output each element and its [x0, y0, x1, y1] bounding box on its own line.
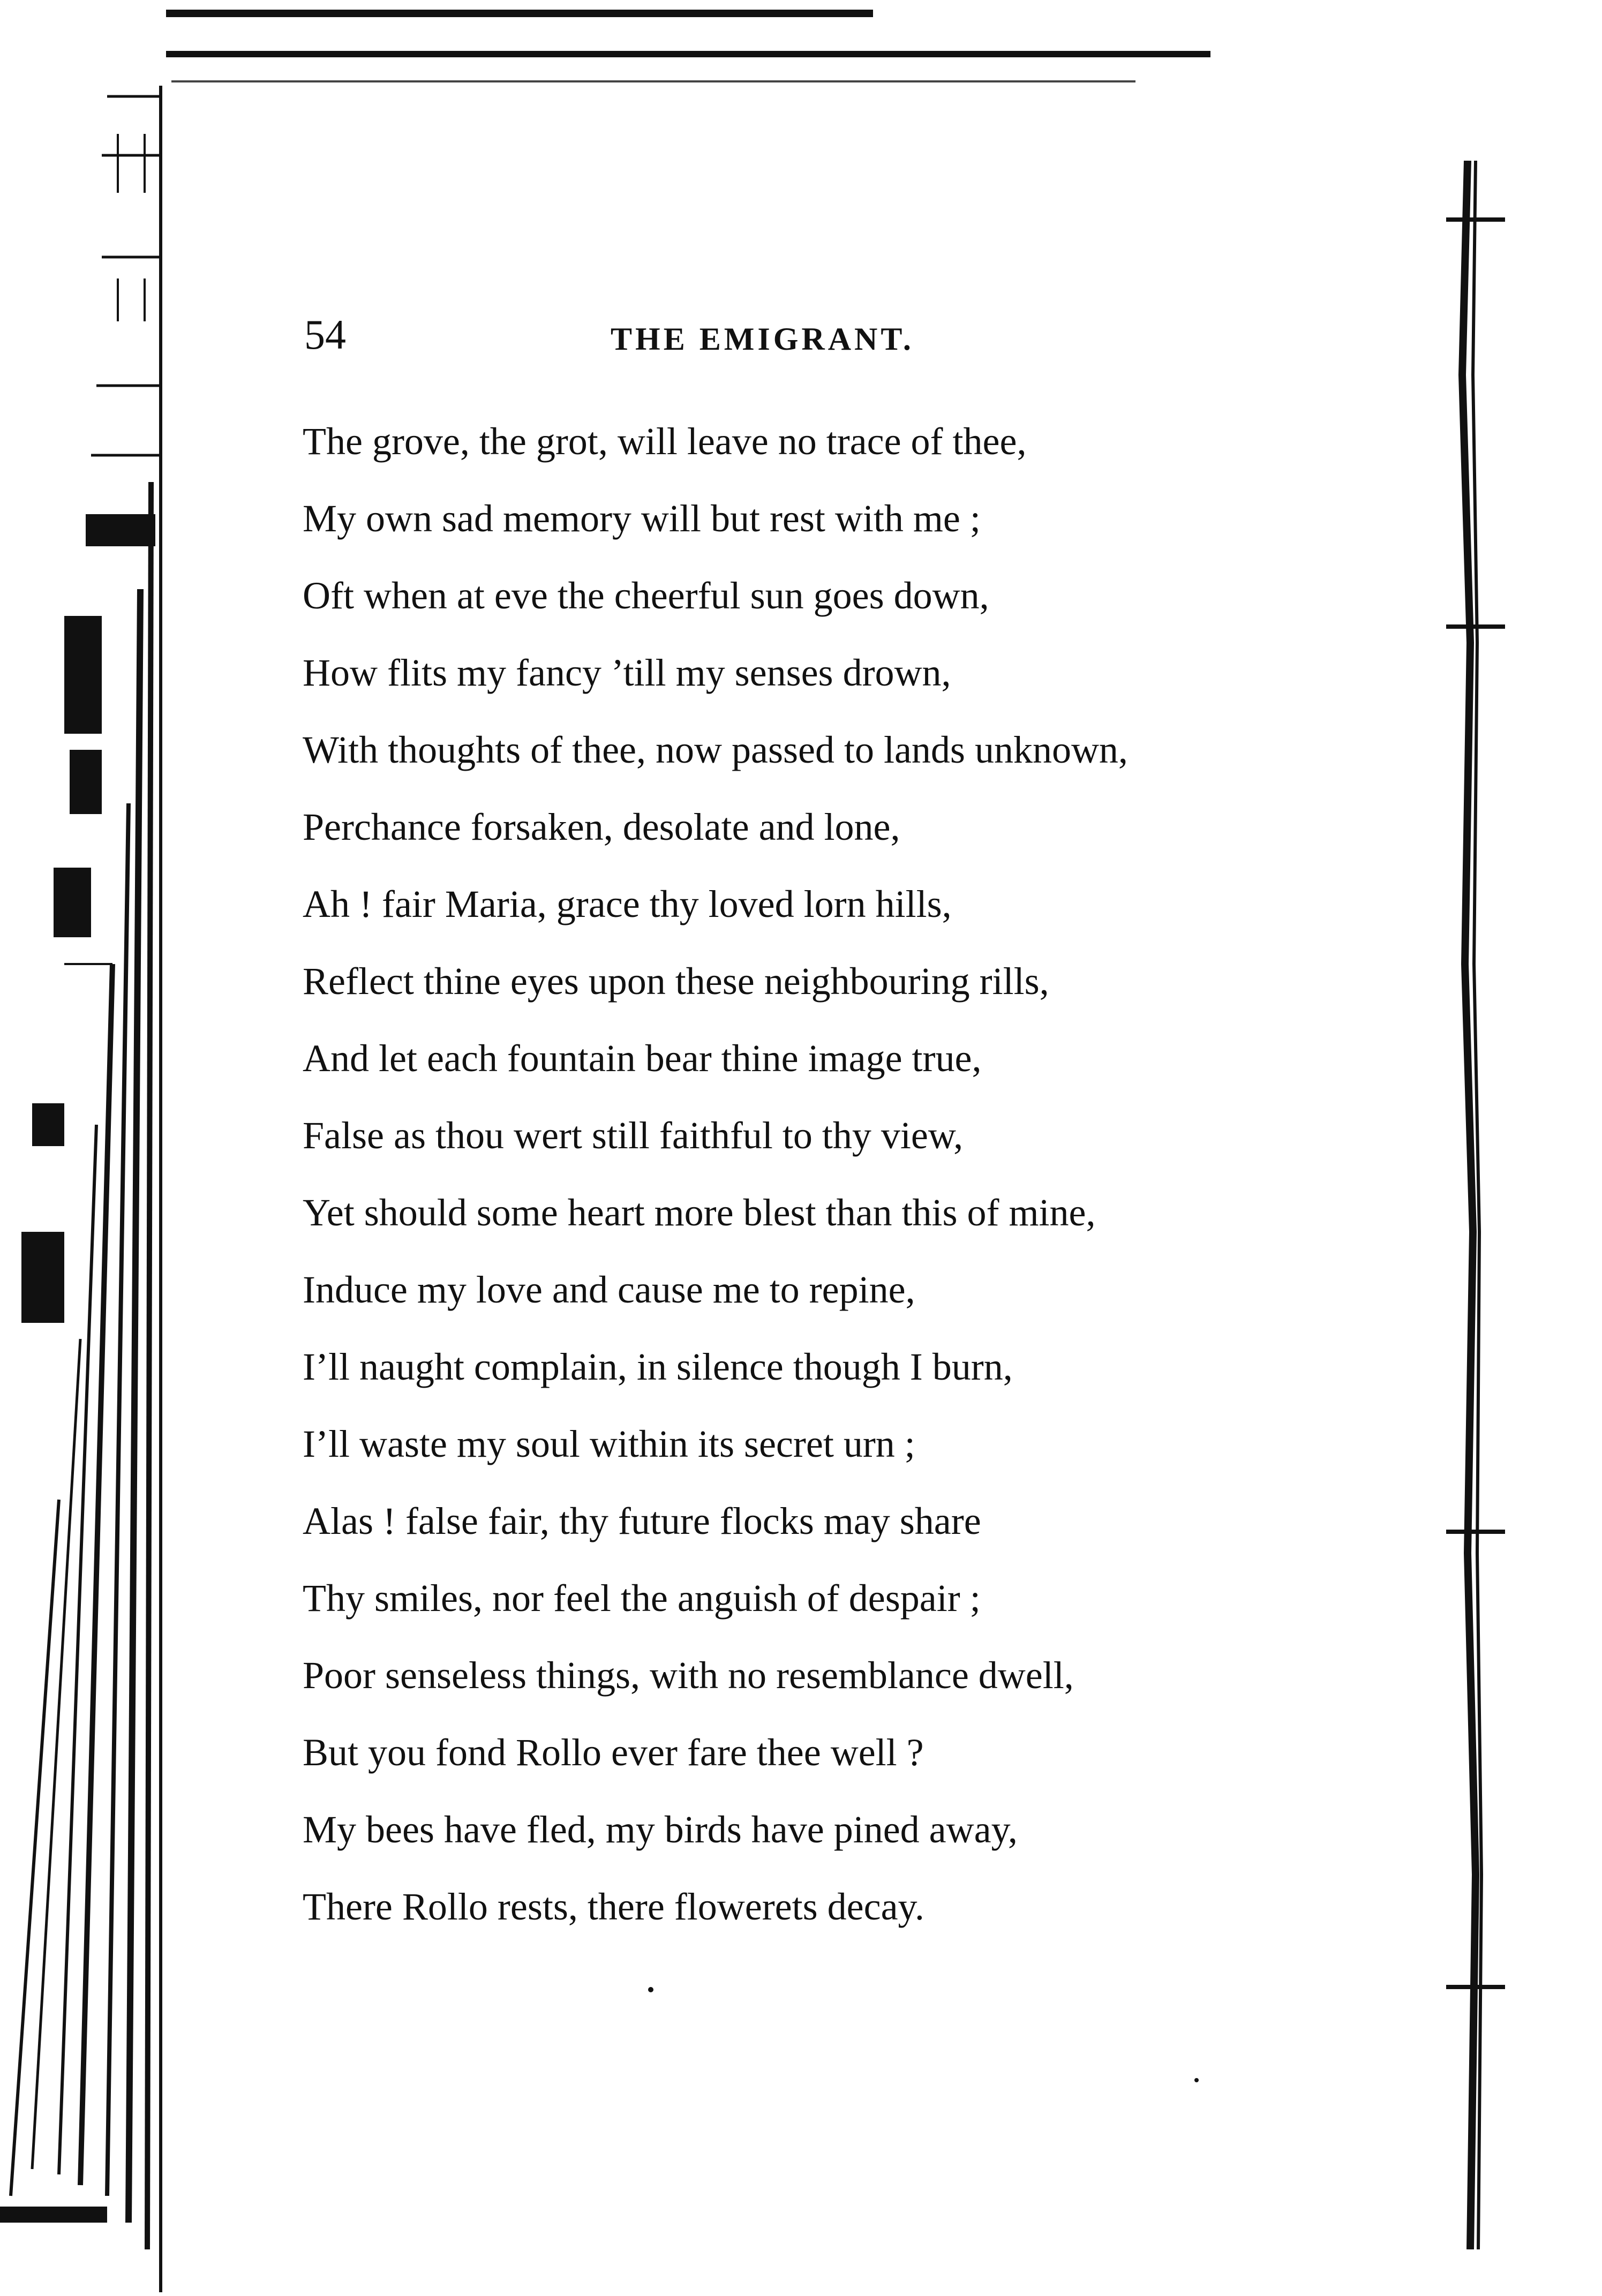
- poem-line: With thoughts of thee, now passed to lands unknown,: [303, 728, 1128, 771]
- poem-body: [303, 403, 1427, 1945]
- scan-top-edge-faint: [171, 80, 1135, 82]
- running-title: THE EMIGRANT.: [611, 321, 914, 357]
- poem-line: The grove, the grot, will leave no trace of thee,: [303, 420, 1027, 463]
- poem-line: And let each fountain bear thine image true,: [303, 1037, 982, 1080]
- poem-line: Yet should some heart more blest than this of mine,: [303, 1191, 1096, 1234]
- poem-line: Thy smiles, nor feel the anguish of despair ;: [303, 1577, 981, 1620]
- poem-line: Ah ! fair Maria, grace thy loved lorn hills,: [303, 883, 952, 925]
- scan-top-edge-shadow: [166, 51, 1210, 57]
- poem-line: But you fond Rollo ever fare thee well ?: [303, 1731, 924, 1774]
- poem-line: My own sad memory will but rest with me ;: [303, 497, 981, 540]
- page-header: [304, 308, 1161, 367]
- poem-line: False as thou wert still faithful to thy view,: [303, 1114, 964, 1157]
- poem-line: Induce my love and cause me to repine,: [303, 1268, 915, 1311]
- poem-line: How flits my fancy ’till my senses drown,: [303, 651, 951, 694]
- poem-line: There Rollo rests, there flowerets decay.: [303, 1885, 924, 1928]
- ink-speck: [1194, 2078, 1199, 2082]
- poem-line: Poor senseless things, with no resemblance dwell,: [303, 1654, 1074, 1697]
- poem-line: My bees have fled, my birds have pined away,: [303, 1808, 1018, 1851]
- poem-line: Alas ! false fair, thy future flocks may share: [303, 1500, 981, 1542]
- poem-line: I’ll naught complain, in silence though I burn,: [303, 1345, 1013, 1388]
- poem-line: Reflect thine eyes upon these neighbouring rills,: [303, 960, 1049, 1003]
- poem-line: Perchance forsaken, desolate and lone,: [303, 806, 900, 848]
- page-number: 54: [304, 311, 346, 358]
- poem-line: Oft when at eve the cheerful sun goes down,: [303, 574, 989, 617]
- poem-line: I’ll waste my soul within its secret urn ;: [303, 1422, 915, 1465]
- right-edge-artefact: [1446, 161, 1510, 2249]
- scan-top-edge: [166, 10, 873, 17]
- ink-speck: [648, 1987, 653, 1992]
- binding-edge-artefact: [0, 0, 171, 2296]
